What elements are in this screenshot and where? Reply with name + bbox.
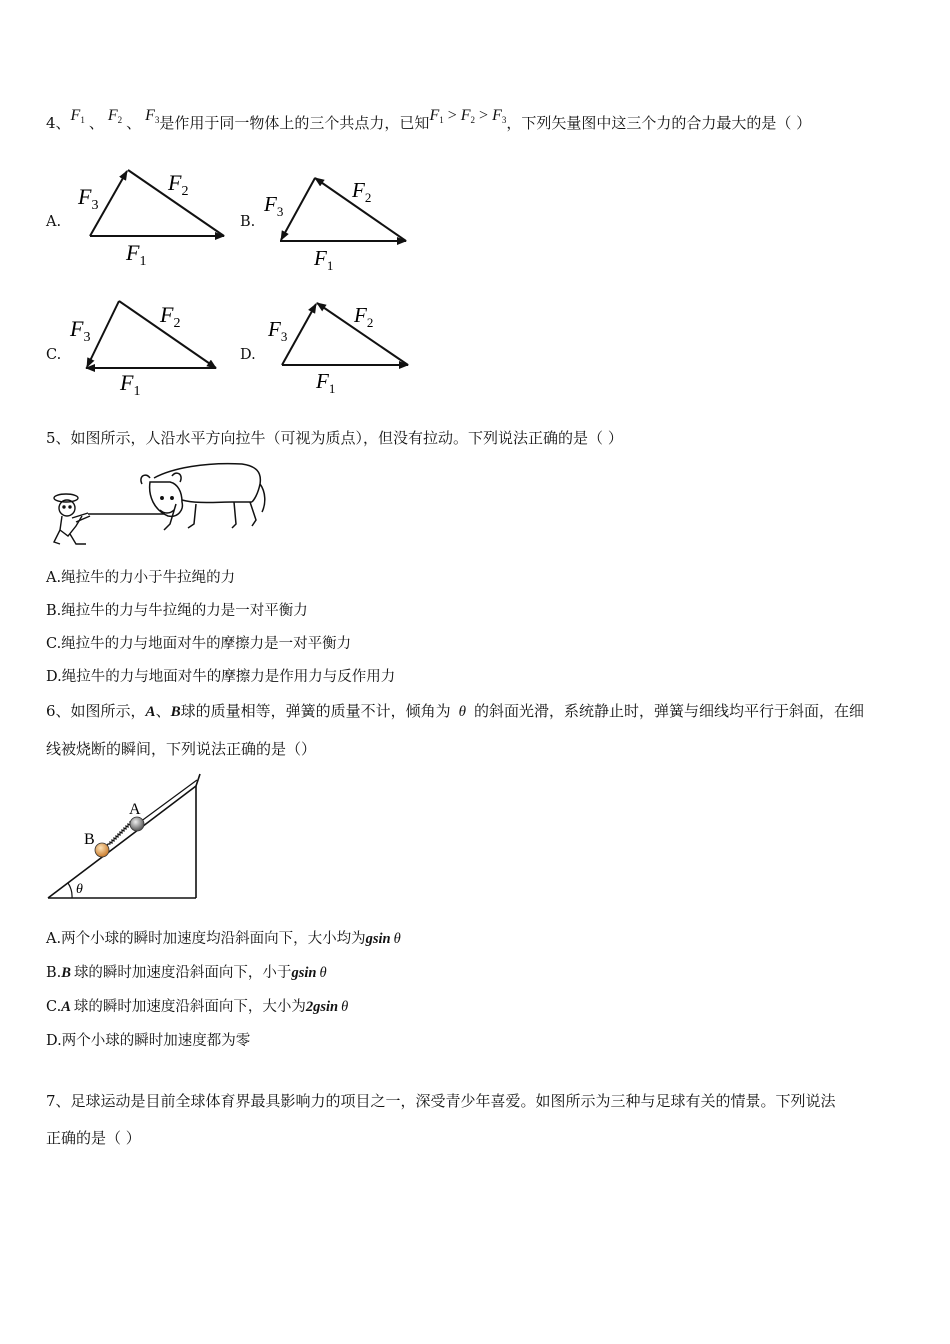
label-f2: $F_2$ xyxy=(354,303,374,330)
q4-stem-end: ，下列矢量图中这三个力的合力最大的是（ ） xyxy=(506,114,812,132)
f2-letter: F xyxy=(107,107,118,124)
f2-sub: 2 xyxy=(117,115,123,125)
q6-option-b-theta: θ xyxy=(319,965,327,981)
ball-a xyxy=(130,817,144,831)
q6-option-b-expr: gsin xyxy=(291,965,317,981)
q6-ball-a: A xyxy=(145,704,156,720)
angle-label: θ xyxy=(76,882,83,897)
label-f1: $F_1$ xyxy=(126,240,147,269)
q4-option-d-letter: D. xyxy=(240,347,256,363)
string xyxy=(140,780,197,822)
q6-stem-line1 xyxy=(46,700,864,723)
rel-f1-sub: 1 xyxy=(439,115,444,125)
label-f3: $F_3$ xyxy=(268,317,288,344)
q6-option-c-expr: 2gsin xyxy=(305,999,339,1015)
label-a: A xyxy=(129,801,141,818)
f1-symbol xyxy=(71,107,85,124)
f3-sub: 3 xyxy=(154,115,160,125)
q5-figure-person-pulling-cow xyxy=(46,458,276,550)
q6-option-c-ball: A xyxy=(61,999,71,1015)
label-f2: $F_2$ xyxy=(352,178,372,205)
label-b: B xyxy=(84,831,95,848)
label-f1: $F_1$ xyxy=(120,370,141,399)
q6-option-b xyxy=(46,963,327,983)
q5-option-b: B.绳拉牛的力与牛拉绳的力是一对平衡力 xyxy=(46,603,308,619)
q4-option-b-letter: B. xyxy=(240,214,256,230)
label-f2: $F_2$ xyxy=(160,302,181,331)
q6-option-b-prefix: B. xyxy=(46,965,62,981)
q6-stem-rest2: 的斜面光滑，系统静止时，弹簧与细线均平行于斜面，在细 xyxy=(473,702,864,720)
incline-slope xyxy=(48,786,196,898)
q6-sep: 、 xyxy=(155,702,171,720)
label-f1: $F_1$ xyxy=(314,246,334,273)
q6-prefix: 6、如图所示， xyxy=(46,702,146,720)
q4-stem-mid: 是作用于同一物体上的三个共点力，已知 xyxy=(159,114,430,132)
q4-option-d-diagram xyxy=(262,292,422,402)
q6-option-c-theta: θ xyxy=(341,999,349,1015)
f2-symbol xyxy=(108,107,122,124)
rel-gt1: > xyxy=(447,107,457,124)
q4-option-c-letter: C. xyxy=(46,347,62,363)
q4-option-b-diagram xyxy=(260,165,420,275)
label-f3: $F_3$ xyxy=(70,316,91,345)
q5-option-c: C.绳拉牛的力与地面对牛的摩擦力是一对平衡力 xyxy=(46,636,352,652)
label-f2: $F_2$ xyxy=(168,170,189,199)
q6-option-c-prefix: C. xyxy=(46,999,62,1015)
angle-arc xyxy=(68,883,72,898)
f1-sub: 1 xyxy=(80,115,85,125)
vector-f3 xyxy=(87,301,119,367)
f3-letter: F xyxy=(145,107,155,124)
f3-symbol xyxy=(145,107,159,124)
rel-f3-sub: 3 xyxy=(501,115,507,125)
q5-option-a: A.绳拉牛的力小于牛拉绳的力 xyxy=(46,570,236,586)
q6-option-a-expr: gsin xyxy=(365,931,391,947)
cow-illustration xyxy=(141,464,265,530)
q6-option-a xyxy=(46,929,401,949)
q4-option-c-diagram xyxy=(66,292,236,402)
q6-figure-incline xyxy=(44,772,214,904)
q6-option-c-text: 球的瞬时加速度沿斜面向下，大小为 xyxy=(73,999,306,1015)
q7-stem-line2: 正确的是（ ） xyxy=(46,1129,141,1147)
rel-f2: F xyxy=(460,107,471,124)
q6-ball-b: B xyxy=(170,704,181,720)
q6-option-c xyxy=(46,997,348,1017)
q4-relation xyxy=(429,107,506,124)
rel-f1: F xyxy=(429,107,440,124)
q5-stem: 5、如图所示，人沿水平方向拉牛（可视为质点），但没有拉动。下列说法正确的是（ ） xyxy=(46,429,623,447)
q6-stem-rest: 球的质量相等，弹簧的质量不计，倾角为 xyxy=(180,702,451,720)
q6-stem-line2: 线被烧断的瞬间，下列说法正确的是（） xyxy=(46,740,317,758)
q5-option-d: D.绳拉牛的力与地面对牛的摩擦力是作用力与反作用力 xyxy=(46,669,396,685)
f1-letter: F xyxy=(70,107,81,124)
q6-theta: θ xyxy=(458,704,466,720)
vector-f3 xyxy=(281,178,315,240)
rel-f2-sub: 2 xyxy=(470,115,476,125)
q4-stem xyxy=(46,107,812,139)
rel-gt2: > xyxy=(479,107,489,124)
q4-sep2: 、 xyxy=(126,114,142,132)
q6-option-b-ball: B xyxy=(61,965,71,981)
q6-option-a-theta: θ xyxy=(393,931,401,947)
label-f3: $F_3$ xyxy=(78,184,99,213)
q7-stem-line1: 7、足球运动是目前全球体育界最具影响力的项目之一，深受青少年喜爱。如图所示为三种与足球有关的情景。下列说法 xyxy=(46,1092,836,1110)
q4-number: 4、 xyxy=(46,114,71,132)
label-f1: $F_1$ xyxy=(316,369,336,396)
q4-option-a-diagram xyxy=(70,160,240,270)
q4-sep1: 、 xyxy=(88,114,104,132)
q6-option-a-text: A.两个小球的瞬时加速度均沿斜面向下，大小均为 xyxy=(46,931,366,947)
q6-option-b-text: 球的瞬时加速度沿斜面向下，小于 xyxy=(73,965,292,981)
rel-f3: F xyxy=(492,107,502,124)
q6-option-d: D.两个小球的瞬时加速度都为零 xyxy=(46,1033,251,1049)
label-f3: $F_3$ xyxy=(264,192,284,219)
ball-b xyxy=(95,843,109,857)
person-illustration xyxy=(54,494,90,544)
q4-option-a-letter: A. xyxy=(46,214,62,230)
